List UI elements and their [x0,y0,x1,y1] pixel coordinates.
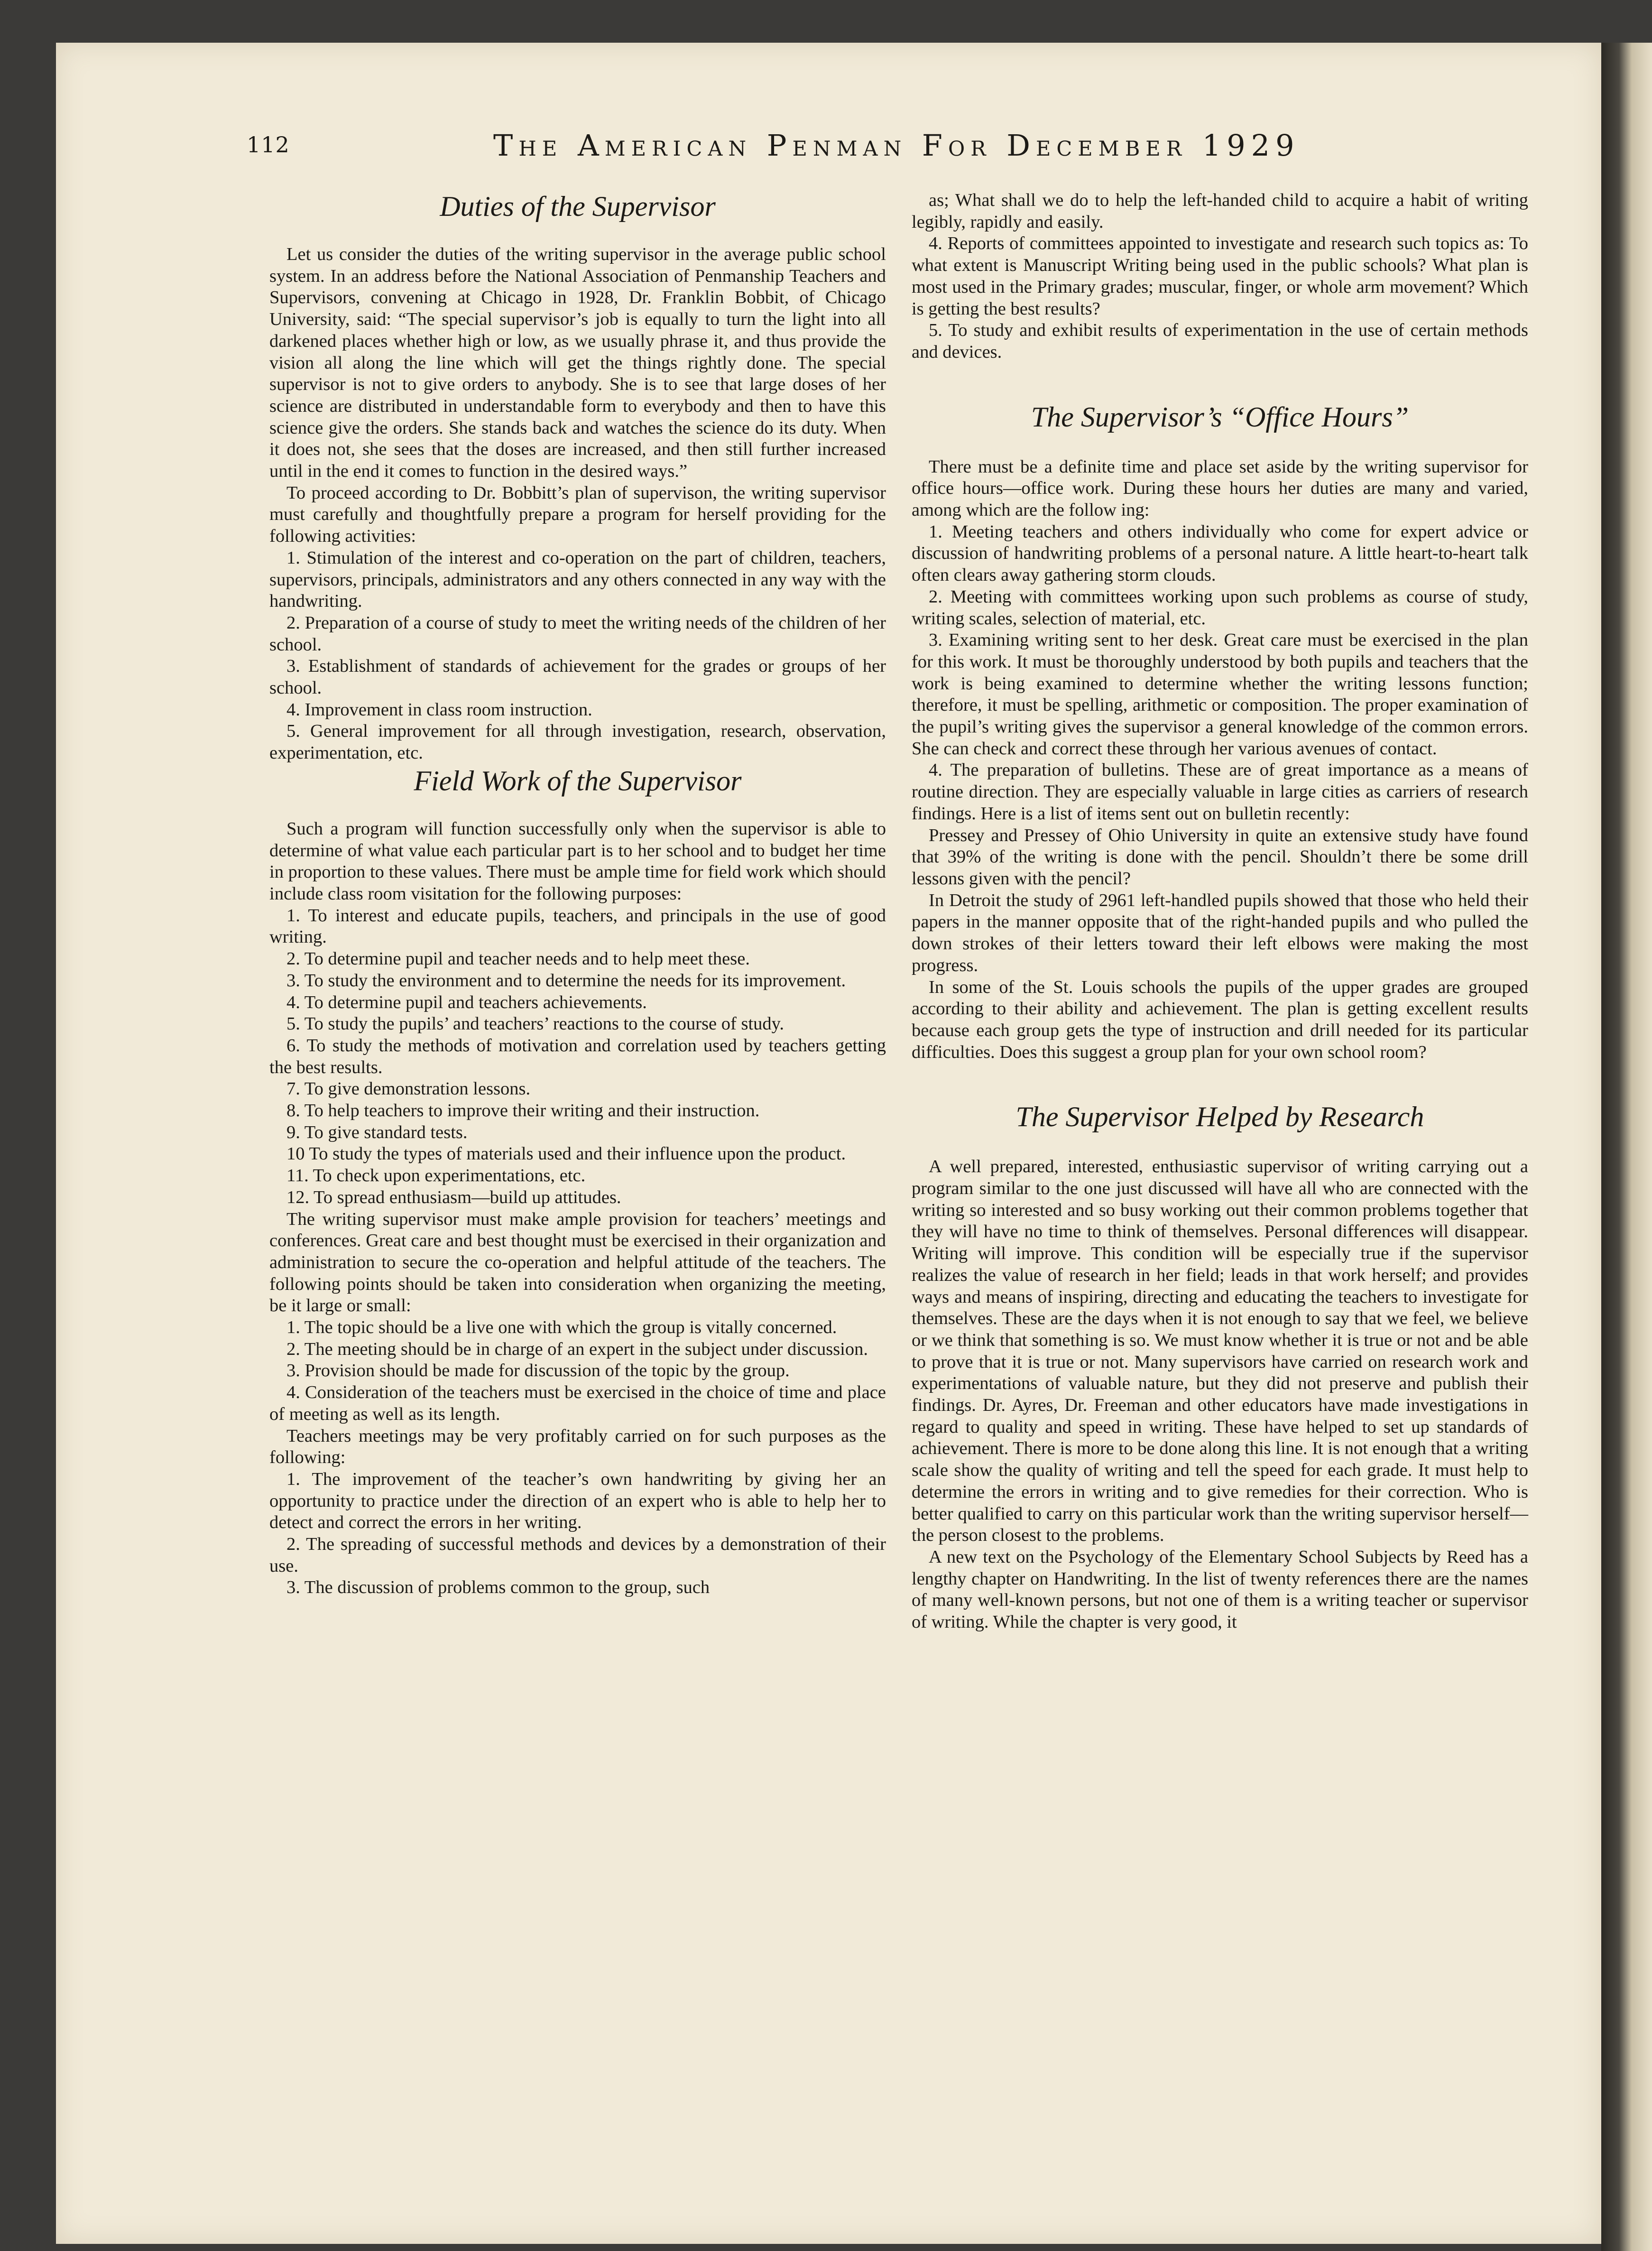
body-paragraph: 1. Meeting teachers and others individually who come for expert advice or discussion of handwriting problems of a personal nature. A little heart-to-heart talk often clears away gathering storm clouds. [912,521,1528,585]
body-paragraph: 3. The discussion of problems common to the group, such [286,1577,710,1598]
body-paragraph: The writing supervisor must make ample provision for teachers’ meetings and conferences. Great care and best thought must be exercised in their organization and administration to secure the co-operation and helpful attitude of the teachers. The following points should be taken into consideration when organizing the meeting, be it large or small: [269,1209,886,1316]
body-paragraph: A well prepared, interested, enthusiastic supervisor of writing carrying out a program similar to the one just discussed will have all who are connected with the writing so interested and so busy working out their common problems together that they will have no time to think of themselves. Personal differences will disappear. Writing will improve. This condition will be especially true if the supervisor realizes the value of research in her field; leads in that work herself; and provides ways and means of inspiring, directing and educating the teachers to investigate for themselves. These are the days when it is not enough to say that we feel, we believe or we think that something is so. We must know whether it is true or not and be able to prove that it is true or not. Many supervisors have carried on research work and experimentations of valuable nature, but they did not preserve and publish their findings. Dr. Ayres, Dr. Freeman and other educators have made investigations in regard to quality and speed in writing. These have helped to set up standards of achievement. There is more to be done along this line. It is not enough that a writing scale show the quality of writing and tell the speed for each grade. It must help to determine the errors in writing and to give remedies for their correction. Who is better qualified to carry on this particular work than the writing supervisor herself—the person closest to the problems. [912,1157,1528,1546]
running-title: The American Penman For December 1929 [493,128,1300,163]
body-paragraph: 4. To determine pupil and teachers achievements. [286,992,647,1012]
section-heading: The Supervisor’s “Office Hours” [1031,401,1409,433]
body-paragraph: In some of the St. Louis schools the pupils of the upper grades are grouped according to their ability and achievement. The plan is getting excellent results because each group gets the type of instruction and drill needed for its particular difficulties. Does this suggest a group plan for your own school room? [912,977,1528,1062]
body-paragraph: 1. Stimulation of the interest and co-operation on the part of children, teachers, supervisors, principals, administrators and any others connected in any way with the handwriting. [269,547,886,611]
article-section [912,400,1528,1064]
body-paragraph: 3. Examining writing sent to her desk. Great care must be exercised in the plan for this work. It must be thoroughly understood by both pupils and teachers that the work is being examined to determine whether the writing lessons function; therefore, it must be spelling, arithmetic or composition. The proper examination of the pupil’s writing gives the supervisor a general knowledge of the common errors. She can check and correct these through her various avenues of contact. [912,630,1528,759]
left-column [269,190,886,1599]
article-section [912,1100,1528,1633]
body-paragraph: 3. To study the environment and to determine the needs for its improvement. [286,970,846,991]
body-paragraph: 1. To interest and educate pupils, teachers, and principals in the use of good writing. [269,905,886,947]
body-paragraph: There must be a definite time and place set aside by the writing supervisor for office hours—office work. During these hours her duties are many and varied, among which are the follow ing: [912,456,1528,520]
body-paragraph: 5. To study and exhibit results of experimentation in the use of certain methods and devices. [912,320,1528,362]
body-paragraph: 5. To study the pupils’ and teachers’ reactions to the course of study. [286,1014,784,1034]
article-section [269,190,886,764]
body-paragraph: 4. Improvement in class room instruction. [286,699,592,720]
body-paragraph: Let us consider the duties of the writing supervisor in the average public school system. In an address before the National Association of Penmanship Teachers and Supervisors, convening at Chicago in 1928, Dr. Franklin Bobbit, of Chicago University, said: “The special supervisor’s job is equally to turn the light into all darkened places whether high or low, as we usually phrase it, and thus provide the vision all along the line which will get the things rightly done. The special supervisor is not to give orders to anybody. She is to see that large doses of her science are distributed in understandable form to everybody and then to have this science give the orders. She stands back and watches the science do its duty. When it does not, she sees that the doses are increased, and then still further increased until in the end it comes to function in the desired ways.” [269,244,886,482]
body-paragraph: Pressey and Pressey of Ohio University in quite an extensive study have found that 39% of the writing is done with the pencil. Shouldn’t there be some drill lessons given with the pencil? [912,825,1528,889]
body-paragraph: 2. Preparation of a course of study to meet the writing needs of the children of her school. [269,612,886,655]
section-heading: Duties of the Supervisor [440,191,716,222]
right-column [912,190,1528,1633]
body-paragraph: Such a program will function successfully only when the supervisor is able to determine of what value each particular part is to her school and to budget her time in proportion to these values. There must be ample time for field work which should include class room visitation for the following purposes: [269,818,886,904]
body-paragraph: 3. Provision should be made for discussion of the topic by the group. [286,1361,790,1381]
body-paragraph: 4. Consideration of the teachers must be exercised in the choice of time and place of meeting as well as its length. [269,1382,886,1424]
body-paragraph: 12. To spread enthusiasm—build up attitudes. [286,1187,621,1207]
body-paragraph: 2. The meeting should be in charge of an expert in the subject under discussion. [286,1339,868,1359]
body-paragraph: Teachers meetings may be very profitably carried on for such purposes as the following: [269,1426,886,1468]
body-paragraph: 10 To study the types of materials used and their influence upon the product. [286,1144,846,1164]
body-paragraph: To proceed according to Dr. Bobbitt’s plan of supervison, the writing supervisor must carefully and thoughtfully prepare a program for herself providing for the following activities: [269,482,886,547]
book-spine-edge [1601,43,1652,2251]
body-paragraph: 2. The spreading of successful methods and devices by a demonstration of their use. [269,1534,886,1576]
body-paragraph: 2. To determine pupil and teacher needs and to help meet these. [286,949,750,969]
section-heading: Field Work of the Supervisor [414,765,742,797]
page-number: 112 [247,132,290,157]
body-paragraph: 3. Establishment of standards of achievement for the grades or groups of her school. [269,656,886,698]
article-section [912,190,1528,363]
body-paragraph: 4. The preparation of bulletins. These are of great importance as a means of routine direction. They are especially valuable in large cities as carriers of research findings. Here is a list of items sent out on bulletin recently: [912,760,1528,824]
body-paragraph: 2. Meeting with committees working upon such problems as course of study, writing scales, selection of material, etc. [912,586,1528,629]
body-paragraph: 9. To give standard tests. [286,1122,468,1142]
body-paragraph: 7. To give demonstration lessons. [286,1079,531,1099]
article-section [269,764,886,1599]
body-paragraph: as; What shall we do to help the left-handed child to acquire a habit of writing legibly, rapidly and easily. [912,190,1528,232]
body-paragraph: 1. The improvement of the teacher’s own handwriting by giving her an opportunity to practice under the direction of an expert who is able to help her to detect and correct the errors in her writing. [269,1469,886,1533]
body-paragraph: In Detroit the study of 2961 left-handled pupils showed that those who held their papers in the manner opposite that of the right-handed pupils and who pulled the down strokes of their letters toward their left elbows were making the most progress. [912,890,1528,975]
body-paragraph: 11. To check upon experimentations, etc. [286,1166,586,1186]
body-paragraph: 1. The topic should be a live one with which the group is vitally concerned. [286,1317,837,1338]
body-paragraph: 8. To help teachers to improve their writing and their instruction. [286,1101,760,1121]
body-paragraph: A new text on the Psychology of the Elementary School Subjects by Reed has a lengthy chapter on Handwriting. In the list of twenty references there are the names of many well-known persons, but not one of them is a writing teacher or supervisor of writing. While the chapter is very good, it [912,1547,1528,1632]
body-paragraph: 5. General improvement for all through investigation, research, observation, experimentation, etc. [269,721,886,763]
body-paragraph: 4. Reports of committees appointed to investigate and research such topics as: To what extent is Manuscript Writing being used in the public schools? What plan is most used in the Primary grades; muscular, finger, or whole arm movement? Which is getting the best results? [912,233,1528,319]
body-paragraph: 6. To study the methods of motivation and correlation used by teachers getting the best results. [269,1035,886,1077]
section-heading: The Supervisor Helped by Research [1015,1101,1424,1133]
